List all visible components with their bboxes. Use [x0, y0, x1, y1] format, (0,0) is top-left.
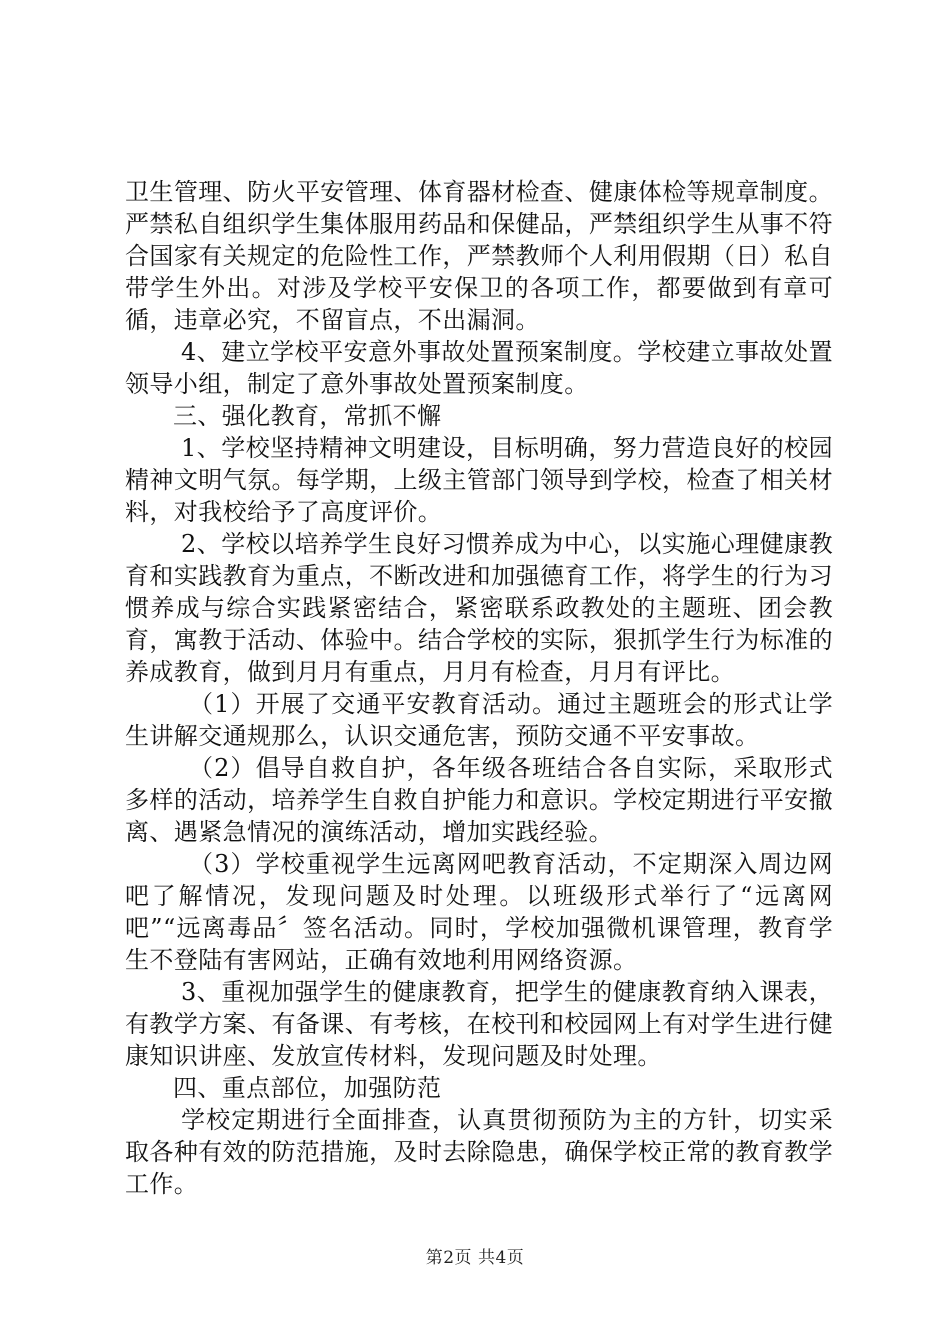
paragraph-safety-rules: 卫生管理、防火平安管理、体育器材检查、健康体检等规章制度。严禁私自组织学生集体服用药品和保健品，严禁组织学生从事不符合国家有关规定的危险性工作，严禁教师个人利用假期（日）私自带学生外出。对涉及学校平安保卫的各项工作，都要做到有章可循，违章必究，不留盲点，不出漏洞。	[125, 178, 833, 334]
section-heading-education: 三、强化教育，常抓不懈	[173, 402, 442, 430]
paragraph-internet-cafe: （3）学校重视学生远离网吧教育活动，不定期深入周边网吧了解情况，发现问题及时处理。以班级形式举行了“远离网吧”“远离毒品〞签名活动。同时，学校加强微机课管理，教育学生不登陆有害网站，正确有效地利用网络资源。	[125, 850, 833, 974]
paragraph-health-education: 3、重视加强学生的健康教育，把学生的健康教育纳入课表，有教学方案、有备课、有考核，在校刊和校园网上有对学生进行健康知识讲座、发放宣传材料，发现问题及时处理。	[125, 978, 833, 1070]
section-heading-prevention: 四、重点部位，加强防范	[173, 1074, 442, 1102]
paragraph-habits: 2、学校以培养学生良好习惯养成为中心，以实施心理健康教育和实践教育为重点，不断改进和加强德育工作，将学生的行为习惯养成与综合实践紧密结合，紧密联系政教处的主题班、团会教育，寓教于活动、体验中。结合学校的实际，狠抓学生行为标准的养成教育，做到月月有重点，月月有检查，月月有评比。	[125, 530, 833, 686]
page-footer: 第2页 共4页	[425, 1248, 525, 1268]
document-body	[125, 176, 833, 1200]
paragraph-inspection: 学校定期进行全面排查，认真贯彻预防为主的方针，切实采取各种有效的防范措施，及时去除隐患，确保学校正常的教育教学工作。	[125, 1106, 833, 1198]
paragraph-accident-plan: 4、建立学校平安意外事故处置预案制度。学校建立事故处置领导小组，制定了意外事故处置预案制度。	[125, 338, 833, 398]
paragraph-traffic-safety: （1）开展了交通平安教育活动。通过主题班会的形式让学生讲解交通规那么，认识交通危害，预防交通不平安事故。	[125, 690, 833, 750]
paragraph-self-rescue: （2）倡导自救自护，各年级各班结合各自实际，采取形式多样的活动，培养学生自救自护能力和意识。学校定期进行平安撤离、遇紧急情况的演练活动，增加实践经验。	[125, 754, 833, 846]
paragraph-civilization: 1、学校坚持精神文明建设，目标明确，努力营造良好的校园精神文明气氛。每学期，上级主管部门领导到学校，检查了相关材料，对我校给予了高度评价。	[125, 434, 833, 526]
